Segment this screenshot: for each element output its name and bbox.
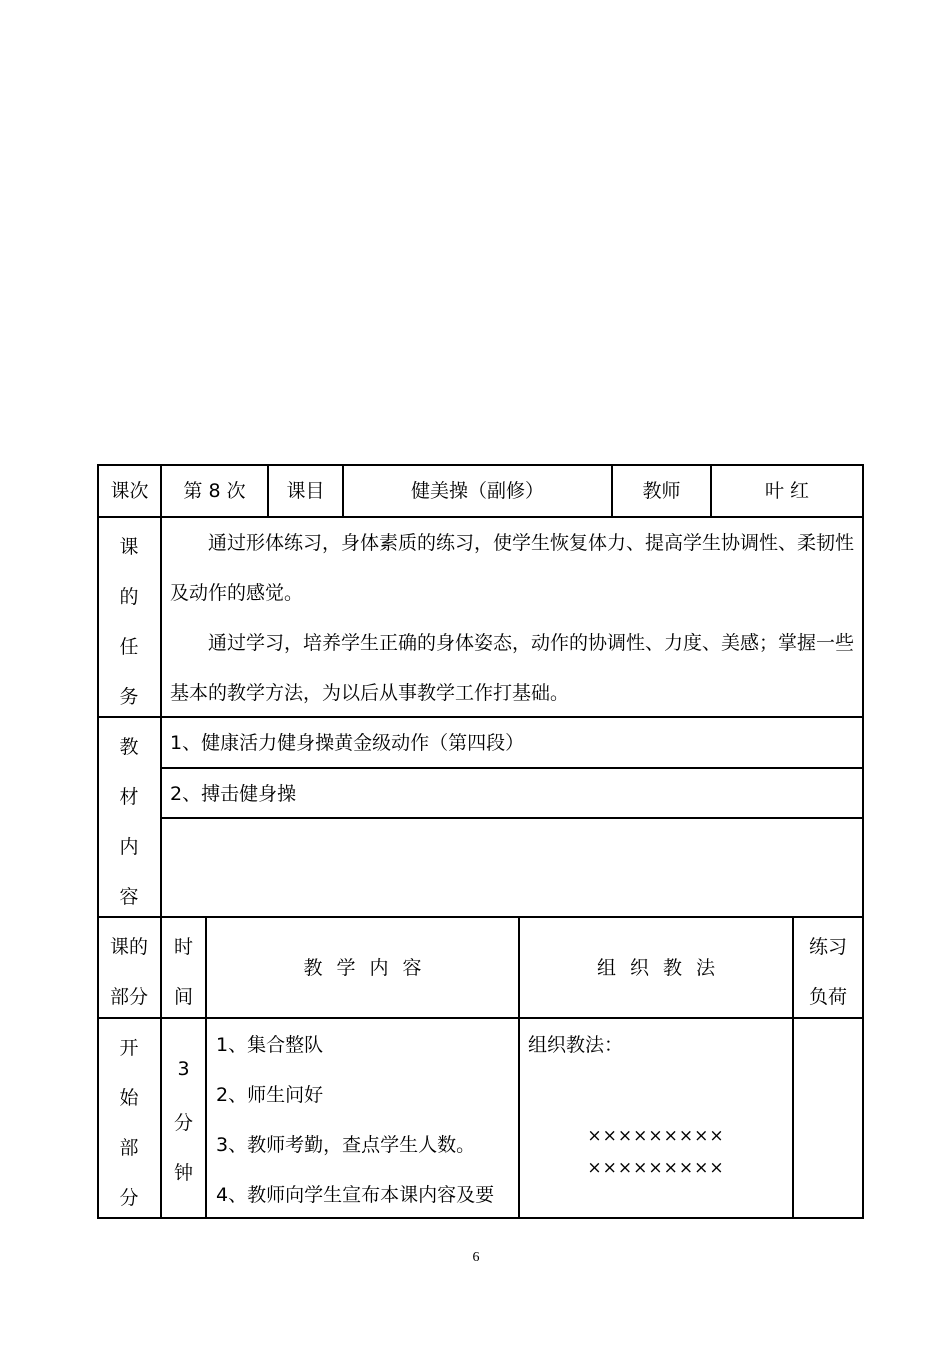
part-char: 分 — [119, 1187, 139, 1209]
content-item: 2、师生问好 — [216, 1084, 324, 1106]
content-item: 4、教师向学生宣布本课内容及要 — [216, 1184, 495, 1206]
part-header-line: 部分 — [109, 986, 148, 1008]
time-char: 分 — [173, 1112, 193, 1134]
task-line: 通过形体练习，身体素质的练习，使学生恢复体力、提高学生协调性、柔韧性 — [208, 532, 855, 554]
material-label-char: 内 — [119, 836, 139, 858]
formation-row: ××××××××× — [587, 1126, 725, 1146]
table-right-border — [862, 464, 864, 1219]
load-header-line: 负荷 — [808, 986, 847, 1008]
task-line: 及动作的感觉。 — [170, 582, 304, 604]
task-label-char: 任 — [119, 636, 139, 658]
lesson-value: 第 8 次 — [183, 480, 246, 502]
material-item: 1、健康活力健身操黄金级动作（第四段） — [170, 732, 525, 754]
time-char: 3 — [177, 1058, 190, 1080]
task-label-char: 课 — [119, 536, 139, 558]
part-char: 始 — [119, 1087, 139, 1109]
lesson-label: 课次 — [110, 480, 149, 502]
task-line: 通过学习，培养学生正确的身体姿态，动作的协调性、力度、美感；掌握一些 — [208, 632, 855, 654]
content-item: 3、教师考勤，查点学生人数。 — [216, 1134, 476, 1156]
material-label-char: 材 — [119, 786, 139, 808]
part-header-line: 课的 — [109, 936, 148, 958]
teacher-label: 教师 — [642, 480, 681, 502]
material-label-char: 容 — [119, 886, 139, 908]
material-item: 2、搏击健身操 — [170, 783, 297, 805]
page-number: 6 — [472, 1250, 480, 1265]
method-header: 组 织 教 法 — [596, 956, 716, 979]
teacher-value: 叶 红 — [764, 480, 810, 502]
time-char: 钟 — [173, 1162, 193, 1184]
part-char: 开 — [119, 1037, 139, 1059]
material-label-char: 教 — [119, 736, 139, 758]
label-column-border — [160, 464, 162, 1219]
course-value: 健美操（副修） — [410, 480, 544, 502]
time-header-line: 间 — [173, 986, 193, 1008]
part-char: 部 — [119, 1137, 139, 1159]
formation-row: ××××××××× — [587, 1158, 725, 1178]
column-header-bottom-border — [97, 1017, 864, 1019]
task-label-char: 的 — [119, 586, 139, 608]
method-column-border — [792, 916, 794, 1219]
time-header-line: 时 — [173, 936, 193, 958]
content-header: 教 学 内 容 — [303, 956, 422, 979]
course-label: 课目 — [286, 480, 325, 502]
load-header-line: 练习 — [808, 936, 847, 958]
task-line: 基本的教学方法，为以后从事教学工作打基础。 — [170, 682, 570, 704]
method-label: 组织教法： — [528, 1034, 624, 1056]
content-item: 1、集合整队 — [216, 1034, 324, 1056]
task-label-char: 务 — [119, 686, 139, 708]
